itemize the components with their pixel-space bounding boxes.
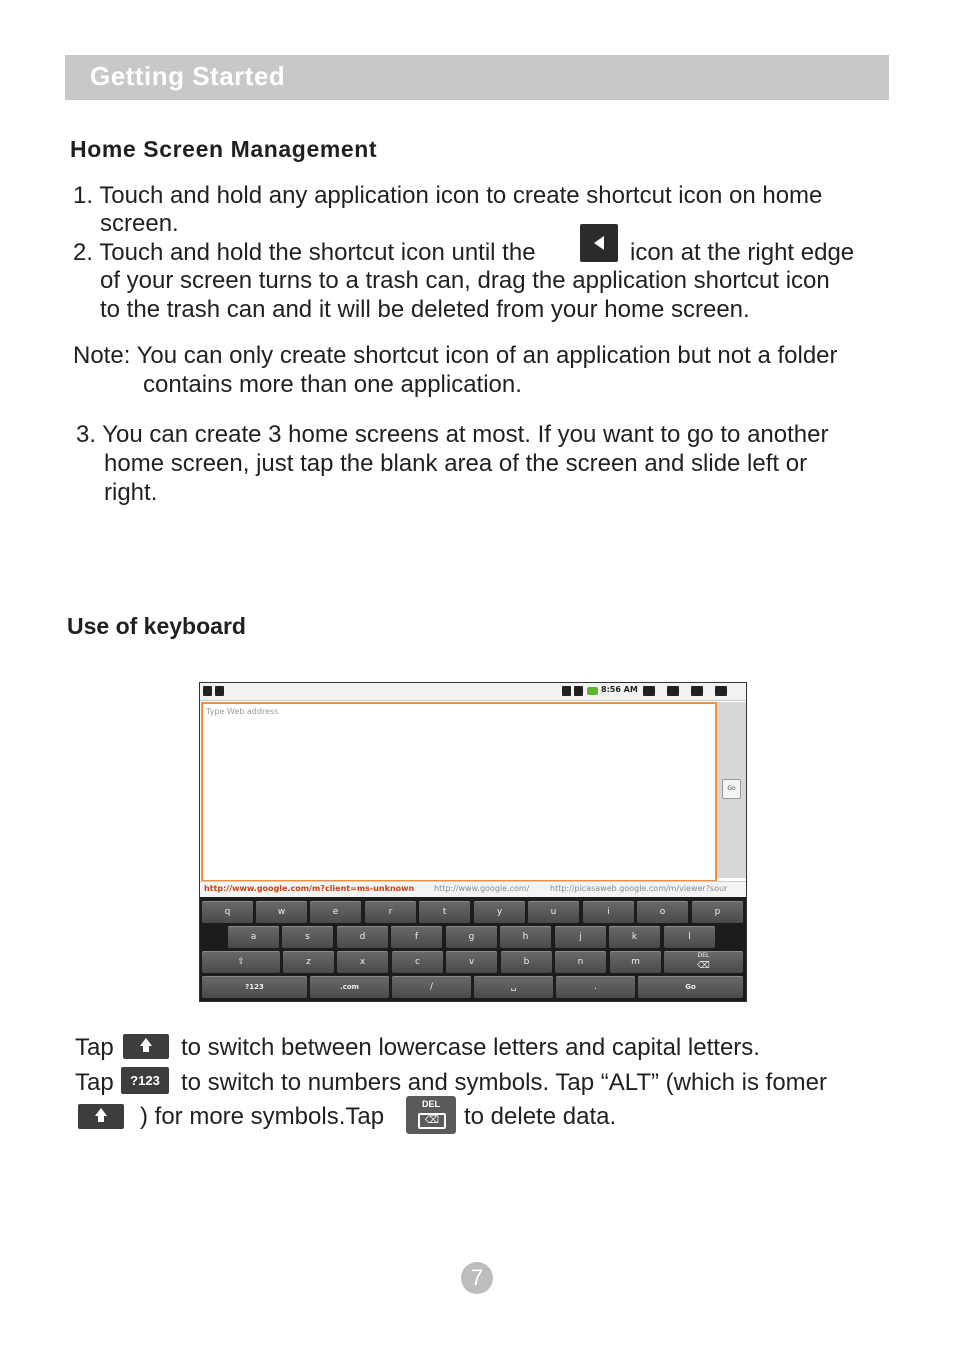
- suggestion-3[interactable]: http://picasaweb.google.com/m/viewer?sour: [550, 884, 728, 893]
- address-placeholder: Type Web address: [206, 707, 279, 716]
- item2-line3: to the trash can and it will be deleted from your home screen.: [100, 296, 750, 323]
- status-time: 8:56 AM: [601, 685, 638, 694]
- backspace-icon: ⌫: [418, 1113, 446, 1129]
- alt-shift-icon: [78, 1104, 124, 1129]
- item2-line1b: icon at the right edge: [630, 239, 855, 266]
- page-number: 7: [461, 1262, 493, 1294]
- key-a[interactable]: a: [228, 926, 279, 948]
- key-r[interactable]: r: [365, 901, 416, 923]
- delete-key-label: DEL: [422, 1099, 440, 1109]
- key-f[interactable]: f: [391, 926, 442, 948]
- key-go[interactable]: Go: [638, 976, 743, 998]
- key-w[interactable]: w: [256, 901, 307, 923]
- volume-icon[interactable]: [667, 686, 679, 696]
- more-symbols-text: ) for more symbols.Tap: [140, 1103, 385, 1130]
- key-j[interactable]: j: [555, 926, 606, 948]
- item2-line2: of your screen turns to a trash can, drag the application shortcut icon: [100, 267, 830, 294]
- section-heading-keyboard: Use of keyboard: [67, 613, 246, 639]
- key-n[interactable]: n: [555, 951, 606, 973]
- go-button[interactable]: Go: [722, 779, 741, 799]
- symbols-description: to switch to numbers and symbols. Tap “ALT” (which is fomer: [181, 1069, 828, 1096]
- item1-line1: 1. Touch and hold any application icon to create shortcut icon on home: [73, 182, 823, 209]
- note-line2: contains more than one application.: [143, 371, 522, 398]
- page-title: Getting Started: [90, 61, 286, 91]
- key-c[interactable]: c: [392, 951, 443, 973]
- item3-line3: right.: [104, 479, 158, 506]
- symbols-key-icon: ?123: [121, 1067, 169, 1094]
- back-icon[interactable]: [643, 686, 655, 696]
- delete-description: to delete data.: [464, 1103, 617, 1130]
- item1-line2: screen.: [100, 210, 179, 237]
- tap-label-2: Tap: [75, 1069, 114, 1096]
- key-delete-label: DEL: [697, 952, 710, 959]
- key-p[interactable]: p: [692, 901, 743, 923]
- key-dotcom[interactable]: .com: [310, 976, 389, 998]
- key-y[interactable]: y: [474, 901, 525, 923]
- battery-icon: [587, 687, 598, 695]
- key-o[interactable]: o: [637, 901, 688, 923]
- key-s[interactable]: s: [282, 926, 333, 948]
- shift-description: to switch between lowercase letters and capital letters.: [181, 1034, 760, 1061]
- key-m[interactable]: m: [610, 951, 661, 973]
- shift-icon: [123, 1034, 169, 1059]
- header-bar: [65, 55, 889, 100]
- key-space[interactable]: ␣: [474, 976, 553, 998]
- key-dot[interactable]: .: [556, 976, 635, 998]
- key-d[interactable]: d: [337, 926, 388, 948]
- suggestion-bar: [200, 881, 746, 897]
- wifi-icon: [574, 686, 583, 696]
- virtual-keyboard: [200, 897, 746, 1001]
- return-icon[interactable]: [715, 686, 727, 696]
- key-slash[interactable]: /: [392, 976, 471, 998]
- delete-icon: ⌫: [697, 961, 710, 971]
- usb-icon: [215, 686, 224, 696]
- key-i[interactable]: i: [583, 901, 634, 923]
- notification-icon: [203, 686, 212, 696]
- section-heading-home: Home Screen Management: [70, 136, 378, 162]
- status-bar: [200, 683, 746, 701]
- delete-key-icon: [406, 1096, 456, 1134]
- key-l[interactable]: l: [664, 926, 715, 948]
- key-t[interactable]: t: [419, 901, 470, 923]
- tap-label-1: Tap: [75, 1034, 114, 1061]
- key-x[interactable]: x: [337, 951, 388, 973]
- item2-line1a: 2. Touch and hold the shortcut icon until the: [73, 239, 536, 266]
- shift-icon: ⇧: [237, 957, 245, 967]
- sd-card-icon: [562, 686, 571, 696]
- keyboard-screenshot: [199, 682, 747, 1002]
- suggestion-1[interactable]: http://www.google.com/m?client=ms-unknown: [204, 884, 415, 893]
- address-input[interactable]: [201, 702, 717, 882]
- key-z[interactable]: z: [283, 951, 334, 973]
- suggestion-2[interactable]: http://www.google.com/: [434, 884, 530, 893]
- key-shift[interactable]: [202, 951, 280, 973]
- back-arrow-icon: [580, 224, 618, 262]
- key-u[interactable]: u: [528, 901, 579, 923]
- key-symbols[interactable]: ?123: [202, 976, 307, 998]
- item3-line2: home screen, just tap the blank area of the screen and slide left or: [104, 450, 808, 477]
- key-delete[interactable]: [664, 951, 743, 973]
- key-h[interactable]: h: [500, 926, 551, 948]
- key-v[interactable]: v: [446, 951, 497, 973]
- key-g[interactable]: g: [446, 926, 497, 948]
- key-q[interactable]: q: [202, 901, 253, 923]
- key-e[interactable]: e: [310, 901, 361, 923]
- menu-icon[interactable]: [691, 686, 703, 696]
- item3-line1: 3. You can create 3 home screens at most. If you want to go to another: [76, 421, 829, 448]
- note-line1: Note: You can only create shortcut icon of an application but not a folder: [73, 342, 838, 369]
- key-b[interactable]: b: [501, 951, 552, 973]
- key-k[interactable]: k: [609, 926, 660, 948]
